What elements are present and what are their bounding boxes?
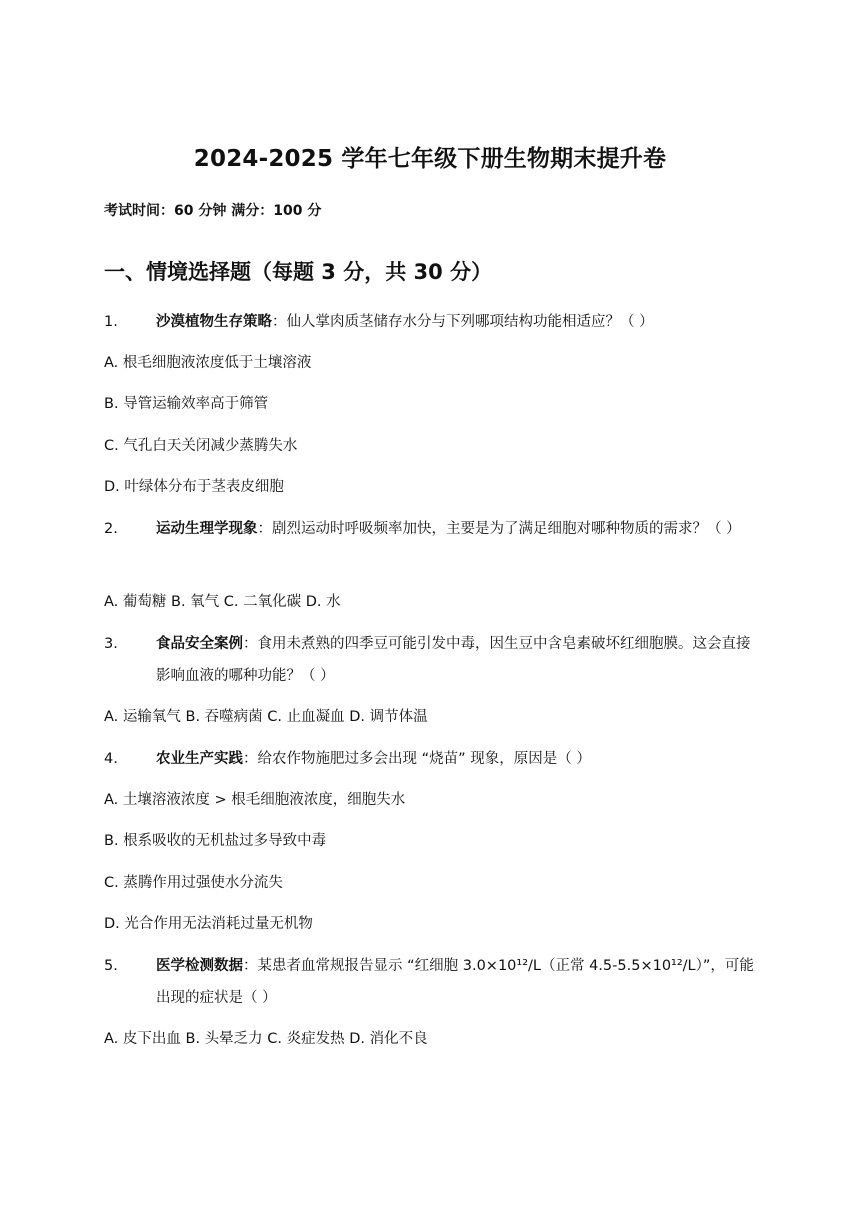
answer-option: A. 皮下出血 B. 头晕乏力 C. 炎症发热 D. 消化不良 (104, 1031, 428, 1047)
question-number: 1. (104, 314, 118, 330)
answer-option: C. 蒸腾作用过强使水分流失 (104, 875, 283, 891)
question-stem: ：某患者血常规报告显示 “红细胞 3.0×10¹²/L（正常 4.5-5.5×10¹²/L）”，可能出现的症状是（ ） (156, 958, 754, 1006)
question-text (156, 513, 756, 545)
section-title: 一、情境选择题（每题 3 分，共 30 分） (104, 260, 493, 284)
question-text (156, 628, 756, 692)
question-number: 3. (104, 636, 118, 652)
question-number: 4. (104, 751, 118, 767)
answer-option: A. 葡萄糖 B. 氧气 C. 二氧化碳 D. 水 (104, 594, 341, 610)
question-keyword: 运动生理学现象 (156, 521, 258, 537)
question-text (156, 950, 756, 1014)
question-stem: ：给农作物施肥过多会出现 “烧苗” 现象，原因是（ ） (243, 751, 591, 767)
answer-option: B. 导管运输效率高于筛管 (104, 396, 269, 412)
exam-meta: 考试时间：60 分钟 满分：100 分 (104, 203, 322, 219)
question-stem: ：剧烈运动时呼吸频率加快，主要是为了满足细胞对哪种物质的需求？（ ） (257, 521, 741, 537)
question-keyword: 食品安全案例 (156, 636, 243, 652)
answer-option: D. 光合作用无法消耗过量无机物 (104, 916, 313, 932)
question-keyword: 农业生产实践 (156, 751, 243, 767)
question-text (156, 306, 756, 338)
answer-option: C. 气孔白天关闭减少蒸腾失水 (104, 438, 298, 454)
answer-option: D. 叶绿体分布于茎表皮细胞 (104, 479, 284, 495)
question-text (156, 743, 756, 775)
answer-option: A. 土壤溶液浓度 > 根毛细胞液浓度，细胞失水 (104, 792, 406, 808)
question-number: 2. (104, 521, 118, 537)
question-number: 5. (104, 958, 118, 974)
answer-option: A. 运输氧气 B. 吞噬病菌 C. 止血凝血 D. 调节体温 (104, 709, 428, 725)
answer-option: A. 根毛细胞液浓度低于土壤溶液 (104, 355, 312, 371)
answer-option: B. 根系吸收的无机盐过多导致中毒 (104, 833, 327, 849)
document-title: 2024-2025 学年七年级下册生物期末提升卷 (193, 146, 667, 172)
question-keyword: 沙漠植物生存策略 (156, 314, 272, 330)
question-stem: ：食用未煮熟的四季豆可能引发中毒，因生豆中含皂素破坏红细胞膜。这会直接影响血液的哪种功能？（ ） (156, 636, 751, 684)
question-keyword: 医学检测数据 (156, 958, 243, 974)
question-stem: ：仙人掌肉质茎储存水分与下列哪项结构功能相适应？（ ） (272, 314, 654, 330)
